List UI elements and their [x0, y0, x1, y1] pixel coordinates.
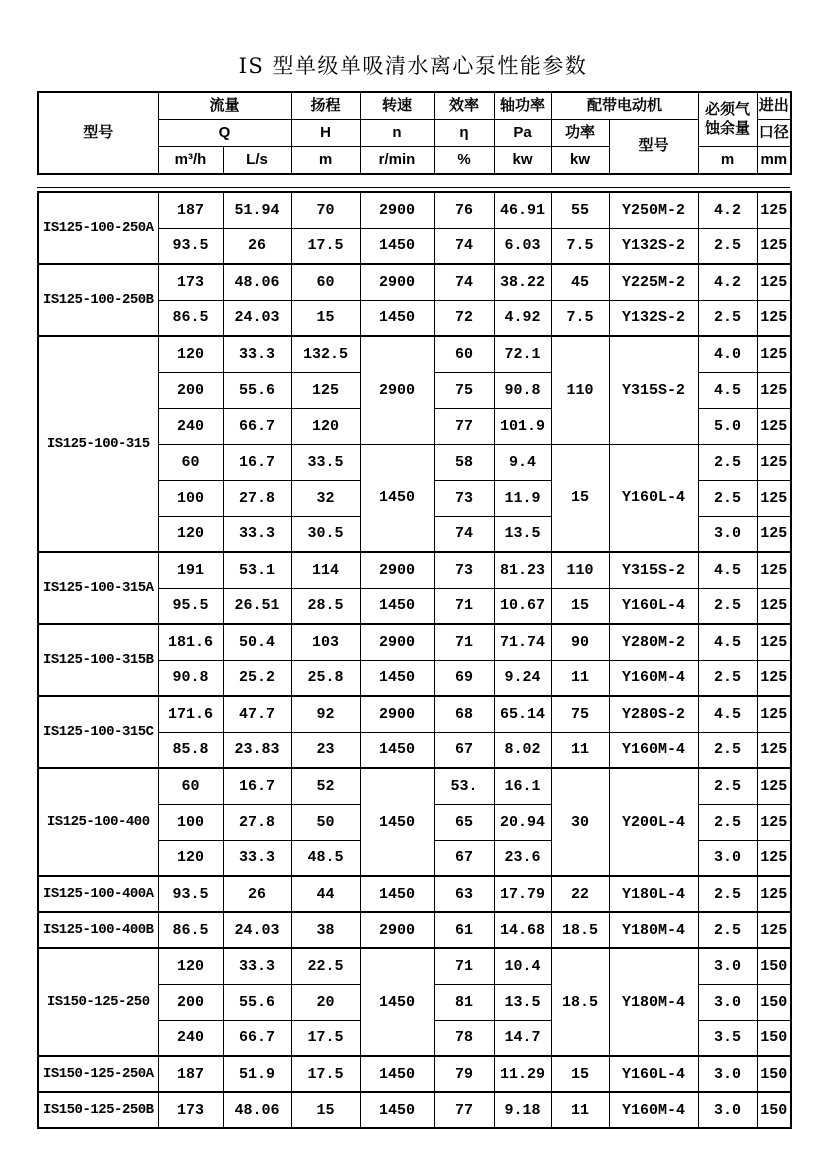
cell-shaft-power: 17.79 — [494, 876, 551, 912]
cell-flow-m3h: 187 — [158, 192, 223, 228]
cell-efficiency: 73 — [434, 480, 494, 516]
cell-motor-model: Y180L-4 — [609, 876, 698, 912]
cell-motor-model: Y315S-2 — [609, 336, 698, 444]
cell-diameter: 125 — [757, 588, 791, 624]
cell-diameter: 125 — [757, 876, 791, 912]
cell-npsh: 3.0 — [698, 516, 757, 552]
cell-motor-power: 18.5 — [551, 912, 609, 948]
cell-npsh: 2.5 — [698, 804, 757, 840]
cell-motor-power: 15 — [551, 588, 609, 624]
cell-motor-power: 55 — [551, 192, 609, 228]
cell-diameter: 125 — [757, 336, 791, 372]
cell-shaft-power: 11.29 — [494, 1056, 551, 1092]
cell-head: 44 — [291, 876, 360, 912]
cell-flow-m3h: 120 — [158, 948, 223, 984]
cell-head: 30.5 — [291, 516, 360, 552]
cell-motor-power: 90 — [551, 624, 609, 660]
cell-shaft-power: 46.91 — [494, 192, 551, 228]
cell-motor-model: Y280M-2 — [609, 624, 698, 660]
header-efficiency: 效率 — [434, 92, 494, 120]
cell-speed: 2900 — [360, 696, 434, 732]
cell-speed: 1450 — [360, 732, 434, 768]
cell-efficiency: 74 — [434, 264, 494, 300]
separator-line — [37, 187, 790, 188]
cell-flow-ls: 25.2 — [223, 660, 291, 696]
cell-efficiency: 67 — [434, 732, 494, 768]
cell-flow-m3h: 93.5 — [158, 228, 223, 264]
cell-flow-m3h: 120 — [158, 516, 223, 552]
table-row — [38, 948, 791, 984]
cell-flow-m3h: 60 — [158, 444, 223, 480]
cell-flow-m3h: 86.5 — [158, 300, 223, 336]
cell-flow-m3h: 240 — [158, 408, 223, 444]
cell-shaft-power: 6.03 — [494, 228, 551, 264]
cell-diameter: 125 — [757, 840, 791, 876]
cell-flow-m3h: 120 — [158, 840, 223, 876]
cell-pump-model: IS150-125-250 — [38, 948, 158, 1056]
cell-pump-model: IS125-100-315C — [38, 696, 158, 768]
cell-shaft-power: 23.6 — [494, 840, 551, 876]
cell-motor-power: 7.5 — [551, 300, 609, 336]
cell-shaft-power: 38.22 — [494, 264, 551, 300]
header-motor-model: 型号 — [609, 120, 698, 175]
header-motor: 配带电动机 — [551, 92, 698, 120]
cell-shaft-power: 10.4 — [494, 948, 551, 984]
cell-motor-model: Y160L-4 — [609, 444, 698, 552]
header-flow-unit-m3h: m³/h — [158, 147, 223, 175]
cell-pump-model: IS150-125-250A — [38, 1056, 158, 1092]
cell-diameter: 125 — [757, 372, 791, 408]
cell-head: 132.5 — [291, 336, 360, 372]
cell-head: 17.5 — [291, 228, 360, 264]
cell-npsh: 3.0 — [698, 1056, 757, 1092]
cell-motor-power: 11 — [551, 660, 609, 696]
cell-diameter: 125 — [757, 732, 791, 768]
table-row — [38, 1056, 791, 1092]
cell-shaft-power: 10.67 — [494, 588, 551, 624]
header-head: 扬程 — [291, 92, 360, 120]
cell-flow-ls: 48.06 — [223, 264, 291, 300]
cell-head: 50 — [291, 804, 360, 840]
cell-flow-ls: 48.06 — [223, 1092, 291, 1128]
cell-head: 52 — [291, 768, 360, 804]
cell-diameter: 125 — [757, 696, 791, 732]
cell-motor-model: Y200L-4 — [609, 768, 698, 876]
cell-shaft-power: 14.7 — [494, 1020, 551, 1056]
table-row — [38, 912, 791, 948]
header-npsh-line1: 必须气 — [705, 100, 751, 118]
cell-diameter: 150 — [757, 1092, 791, 1128]
cell-shaft-power: 4.92 — [494, 300, 551, 336]
cell-flow-m3h: 93.5 — [158, 876, 223, 912]
header-row-1 — [38, 92, 791, 120]
cell-speed: 1450 — [360, 768, 434, 876]
cell-efficiency: 65 — [434, 804, 494, 840]
cell-efficiency: 69 — [434, 660, 494, 696]
cell-pump-model: IS125-100-315 — [38, 336, 158, 552]
cell-efficiency: 79 — [434, 1056, 494, 1092]
cell-motor-model: Y132S-2 — [609, 300, 698, 336]
cell-speed: 1450 — [360, 444, 434, 552]
header-head-unit: m — [291, 147, 360, 175]
cell-npsh: 2.5 — [698, 228, 757, 264]
cell-pump-model: IS125-100-315A — [38, 552, 158, 624]
cell-diameter: 125 — [757, 192, 791, 228]
cell-flow-ls: 51.9 — [223, 1056, 291, 1092]
cell-speed: 2900 — [360, 264, 434, 300]
cell-npsh: 3.0 — [698, 1092, 757, 1128]
cell-shaft-power: 16.1 — [494, 768, 551, 804]
cell-npsh: 2.5 — [698, 732, 757, 768]
cell-efficiency: 60 — [434, 336, 494, 372]
cell-motor-model: Y160L-4 — [609, 588, 698, 624]
cell-motor-model: Y225M-2 — [609, 264, 698, 300]
cell-head: 32 — [291, 480, 360, 516]
cell-speed: 1450 — [360, 1056, 434, 1092]
cell-flow-m3h: 191 — [158, 552, 223, 588]
cell-head: 23 — [291, 732, 360, 768]
cell-flow-ls: 26 — [223, 228, 291, 264]
page-title: IS 型单级单吸清水离心泵性能参数 — [238, 54, 588, 78]
cell-head: 20 — [291, 984, 360, 1020]
cell-shaft-power: 72.1 — [494, 336, 551, 372]
cell-efficiency: 68 — [434, 696, 494, 732]
cell-efficiency: 71 — [434, 624, 494, 660]
cell-diameter: 125 — [757, 444, 791, 480]
cell-npsh: 3.0 — [698, 948, 757, 984]
cell-npsh: 2.5 — [698, 444, 757, 480]
cell-flow-ls: 24.03 — [223, 912, 291, 948]
header-flow-unit-ls: L/s — [223, 147, 291, 175]
cell-npsh: 4.5 — [698, 696, 757, 732]
cell-motor-power: 11 — [551, 1092, 609, 1128]
table-row — [38, 624, 791, 660]
cell-diameter: 125 — [757, 624, 791, 660]
cell-efficiency: 71 — [434, 588, 494, 624]
header-inout-line2: 口径 — [757, 120, 791, 147]
cell-motor-power: 15 — [551, 1056, 609, 1092]
cell-speed: 1450 — [360, 948, 434, 1056]
table-row — [38, 264, 791, 300]
cell-efficiency: 77 — [434, 408, 494, 444]
cell-speed: 1450 — [360, 588, 434, 624]
cell-motor-model: Y160M-4 — [609, 660, 698, 696]
cell-speed: 1450 — [360, 660, 434, 696]
header-head-symbol: H — [291, 120, 360, 147]
cell-pump-model: IS125-100-250B — [38, 264, 158, 336]
cell-motor-power: 7.5 — [551, 228, 609, 264]
pump-table-header — [37, 91, 792, 175]
cell-head: 48.5 — [291, 840, 360, 876]
cell-speed: 1450 — [360, 228, 434, 264]
cell-shaft-power: 13.5 — [494, 984, 551, 1020]
header-speed: 转速 — [360, 92, 434, 120]
cell-speed: 2900 — [360, 192, 434, 228]
cell-efficiency: 76 — [434, 192, 494, 228]
cell-shaft-power: 71.74 — [494, 624, 551, 660]
cell-head: 60 — [291, 264, 360, 300]
cell-shaft-power: 65.14 — [494, 696, 551, 732]
cell-efficiency: 58 — [434, 444, 494, 480]
cell-shaft-power: 9.4 — [494, 444, 551, 480]
cell-motor-model: Y180M-4 — [609, 912, 698, 948]
cell-flow-m3h: 100 — [158, 804, 223, 840]
cell-head: 22.5 — [291, 948, 360, 984]
cell-flow-m3h: 85.8 — [158, 732, 223, 768]
cell-flow-ls: 16.7 — [223, 444, 291, 480]
cell-flow-ls: 55.6 — [223, 372, 291, 408]
cell-head: 15 — [291, 300, 360, 336]
cell-shaft-power: 13.5 — [494, 516, 551, 552]
cell-speed: 1450 — [360, 1092, 434, 1128]
cell-efficiency: 53. — [434, 768, 494, 804]
cell-motor-power: 15 — [551, 444, 609, 552]
cell-npsh: 4.5 — [698, 372, 757, 408]
cell-speed: 2900 — [360, 552, 434, 588]
cell-flow-ls: 33.3 — [223, 336, 291, 372]
cell-efficiency: 78 — [434, 1020, 494, 1056]
cell-shaft-power: 8.02 — [494, 732, 551, 768]
cell-diameter: 150 — [757, 1056, 791, 1092]
cell-efficiency: 75 — [434, 372, 494, 408]
cell-speed: 1450 — [360, 876, 434, 912]
cell-diameter: 125 — [757, 300, 791, 336]
cell-diameter: 125 — [757, 408, 791, 444]
header-motor-power: 功率 — [551, 120, 609, 147]
cell-motor-model: Y160M-4 — [609, 1092, 698, 1128]
header-efficiency-unit: % — [434, 147, 494, 175]
cell-flow-ls: 24.03 — [223, 300, 291, 336]
cell-efficiency: 81 — [434, 984, 494, 1020]
cell-efficiency: 61 — [434, 912, 494, 948]
cell-motor-power: 75 — [551, 696, 609, 732]
table-row — [38, 768, 791, 804]
cell-efficiency: 73 — [434, 552, 494, 588]
cell-motor-model: Y250M-2 — [609, 192, 698, 228]
cell-head: 17.5 — [291, 1020, 360, 1056]
header-npsh-unit: m — [698, 147, 757, 175]
cell-head: 114 — [291, 552, 360, 588]
cell-npsh: 2.5 — [698, 588, 757, 624]
cell-flow-m3h: 181.6 — [158, 624, 223, 660]
cell-npsh: 4.0 — [698, 336, 757, 372]
cell-npsh: 2.5 — [698, 660, 757, 696]
header-speed-symbol: n — [360, 120, 434, 147]
cell-motor-power: 18.5 — [551, 948, 609, 1056]
cell-motor-power: 22 — [551, 876, 609, 912]
header-flow-symbol: Q — [158, 120, 291, 147]
cell-speed: 2900 — [360, 912, 434, 948]
header-flow: 流量 — [158, 92, 291, 120]
cell-pump-model: IS125-100-400 — [38, 768, 158, 876]
cell-motor-power: 11 — [551, 732, 609, 768]
cell-motor-model: Y160L-4 — [609, 1056, 698, 1092]
cell-head: 70 — [291, 192, 360, 228]
cell-shaft-power: 101.9 — [494, 408, 551, 444]
cell-efficiency: 63 — [434, 876, 494, 912]
cell-diameter: 125 — [757, 912, 791, 948]
cell-flow-ls: 26 — [223, 876, 291, 912]
cell-motor-model: Y280S-2 — [609, 696, 698, 732]
cell-flow-m3h: 187 — [158, 1056, 223, 1092]
cell-flow-m3h: 100 — [158, 480, 223, 516]
cell-diameter: 150 — [757, 984, 791, 1020]
cell-npsh: 4.5 — [698, 552, 757, 588]
cell-diameter: 125 — [757, 768, 791, 804]
cell-efficiency: 71 — [434, 948, 494, 984]
cell-pump-model: IS125-100-315B — [38, 624, 158, 696]
cell-motor-power: 110 — [551, 336, 609, 444]
cell-shaft-power: 9.24 — [494, 660, 551, 696]
cell-flow-m3h: 90.8 — [158, 660, 223, 696]
cell-efficiency: 74 — [434, 516, 494, 552]
header-inout-line1: 进出 — [757, 92, 791, 120]
cell-flow-ls: 66.7 — [223, 408, 291, 444]
cell-flow-ls: 33.3 — [223, 948, 291, 984]
cell-flow-m3h: 200 — [158, 372, 223, 408]
cell-flow-m3h: 173 — [158, 1092, 223, 1128]
cell-head: 120 — [291, 408, 360, 444]
cell-flow-m3h: 60 — [158, 768, 223, 804]
cell-flow-ls: 33.3 — [223, 516, 291, 552]
cell-speed: 2900 — [360, 624, 434, 660]
cell-diameter: 125 — [757, 804, 791, 840]
cell-speed: 2900 — [360, 336, 434, 444]
cell-flow-ls: 16.7 — [223, 768, 291, 804]
cell-pump-model: IS150-125-250B — [38, 1092, 158, 1128]
table-row — [38, 552, 791, 588]
cell-diameter: 125 — [757, 228, 791, 264]
cell-motor-power: 45 — [551, 264, 609, 300]
header-speed-unit: r/min — [360, 147, 434, 175]
cell-shaft-power: 11.9 — [494, 480, 551, 516]
cell-motor-model: Y132S-2 — [609, 228, 698, 264]
cell-diameter: 125 — [757, 480, 791, 516]
cell-npsh: 3.0 — [698, 984, 757, 1020]
cell-flow-m3h: 240 — [158, 1020, 223, 1056]
pump-table-body — [37, 191, 792, 1129]
cell-flow-ls: 66.7 — [223, 1020, 291, 1056]
cell-diameter: 125 — [757, 660, 791, 696]
cell-head: 15 — [291, 1092, 360, 1128]
cell-npsh: 4.5 — [698, 624, 757, 660]
cell-shaft-power: 81.23 — [494, 552, 551, 588]
cell-head: 33.5 — [291, 444, 360, 480]
cell-motor-model: Y180M-4 — [609, 948, 698, 1056]
table-row — [38, 696, 791, 732]
cell-flow-m3h: 171.6 — [158, 696, 223, 732]
table-row — [38, 336, 791, 372]
header-motor-power-unit: kw — [551, 147, 609, 175]
cell-head: 38 — [291, 912, 360, 948]
cell-diameter: 125 — [757, 264, 791, 300]
cell-head: 28.5 — [291, 588, 360, 624]
cell-diameter: 125 — [757, 552, 791, 588]
cell-flow-ls: 26.51 — [223, 588, 291, 624]
cell-pump-model: IS125-100-400A — [38, 876, 158, 912]
header-inout-unit: mm — [757, 147, 791, 175]
cell-flow-m3h: 86.5 — [158, 912, 223, 948]
cell-flow-ls: 50.4 — [223, 624, 291, 660]
cell-head: 17.5 — [291, 1056, 360, 1092]
header-npsh-line2: 蚀余量 — [705, 119, 751, 137]
cell-npsh: 2.5 — [698, 876, 757, 912]
cell-shaft-power: 90.8 — [494, 372, 551, 408]
cell-flow-m3h: 200 — [158, 984, 223, 1020]
cell-npsh: 2.5 — [698, 480, 757, 516]
cell-npsh: 2.5 — [698, 912, 757, 948]
cell-shaft-power: 9.18 — [494, 1092, 551, 1128]
cell-diameter: 150 — [757, 948, 791, 984]
cell-flow-m3h: 120 — [158, 336, 223, 372]
cell-flow-ls: 47.7 — [223, 696, 291, 732]
cell-flow-ls: 55.6 — [223, 984, 291, 1020]
cell-npsh: 4.2 — [698, 192, 757, 228]
header-pump-model: 型号 — [38, 92, 158, 174]
table-row — [38, 192, 791, 228]
header-npsh — [698, 92, 757, 147]
cell-motor-model: Y315S-2 — [609, 552, 698, 588]
cell-flow-ls: 23.83 — [223, 732, 291, 768]
cell-pump-model: IS125-100-400B — [38, 912, 158, 948]
cell-head: 103 — [291, 624, 360, 660]
header-shaft-power-symbol: Pa — [494, 120, 551, 147]
cell-npsh: 3.0 — [698, 840, 757, 876]
cell-flow-m3h: 95.5 — [158, 588, 223, 624]
header-efficiency-symbol: η — [434, 120, 494, 147]
cell-motor-power: 30 — [551, 768, 609, 876]
cell-head: 92 — [291, 696, 360, 732]
cell-flow-ls: 27.8 — [223, 804, 291, 840]
cell-pump-model: IS125-100-250A — [38, 192, 158, 264]
table-row — [38, 876, 791, 912]
cell-flow-ls: 27.8 — [223, 480, 291, 516]
cell-flow-ls: 53.1 — [223, 552, 291, 588]
cell-flow-ls: 33.3 — [223, 840, 291, 876]
cell-efficiency: 77 — [434, 1092, 494, 1128]
cell-flow-m3h: 173 — [158, 264, 223, 300]
cell-npsh: 3.5 — [698, 1020, 757, 1056]
cell-efficiency: 67 — [434, 840, 494, 876]
cell-efficiency: 74 — [434, 228, 494, 264]
cell-head: 125 — [291, 372, 360, 408]
cell-shaft-power: 20.94 — [494, 804, 551, 840]
cell-npsh: 2.5 — [698, 768, 757, 804]
cell-efficiency: 72 — [434, 300, 494, 336]
cell-npsh: 5.0 — [698, 408, 757, 444]
cell-head: 25.8 — [291, 660, 360, 696]
cell-diameter: 125 — [757, 516, 791, 552]
cell-npsh: 2.5 — [698, 300, 757, 336]
header-shaft-power: 轴功率 — [494, 92, 551, 120]
cell-motor-model: Y160M-4 — [609, 732, 698, 768]
cell-npsh: 4.2 — [698, 264, 757, 300]
header-shaft-power-unit: kw — [494, 147, 551, 175]
cell-motor-power: 110 — [551, 552, 609, 588]
cell-speed: 1450 — [360, 300, 434, 336]
cell-flow-ls: 51.94 — [223, 192, 291, 228]
cell-diameter: 150 — [757, 1020, 791, 1056]
table-row — [38, 1092, 791, 1128]
cell-shaft-power: 14.68 — [494, 912, 551, 948]
